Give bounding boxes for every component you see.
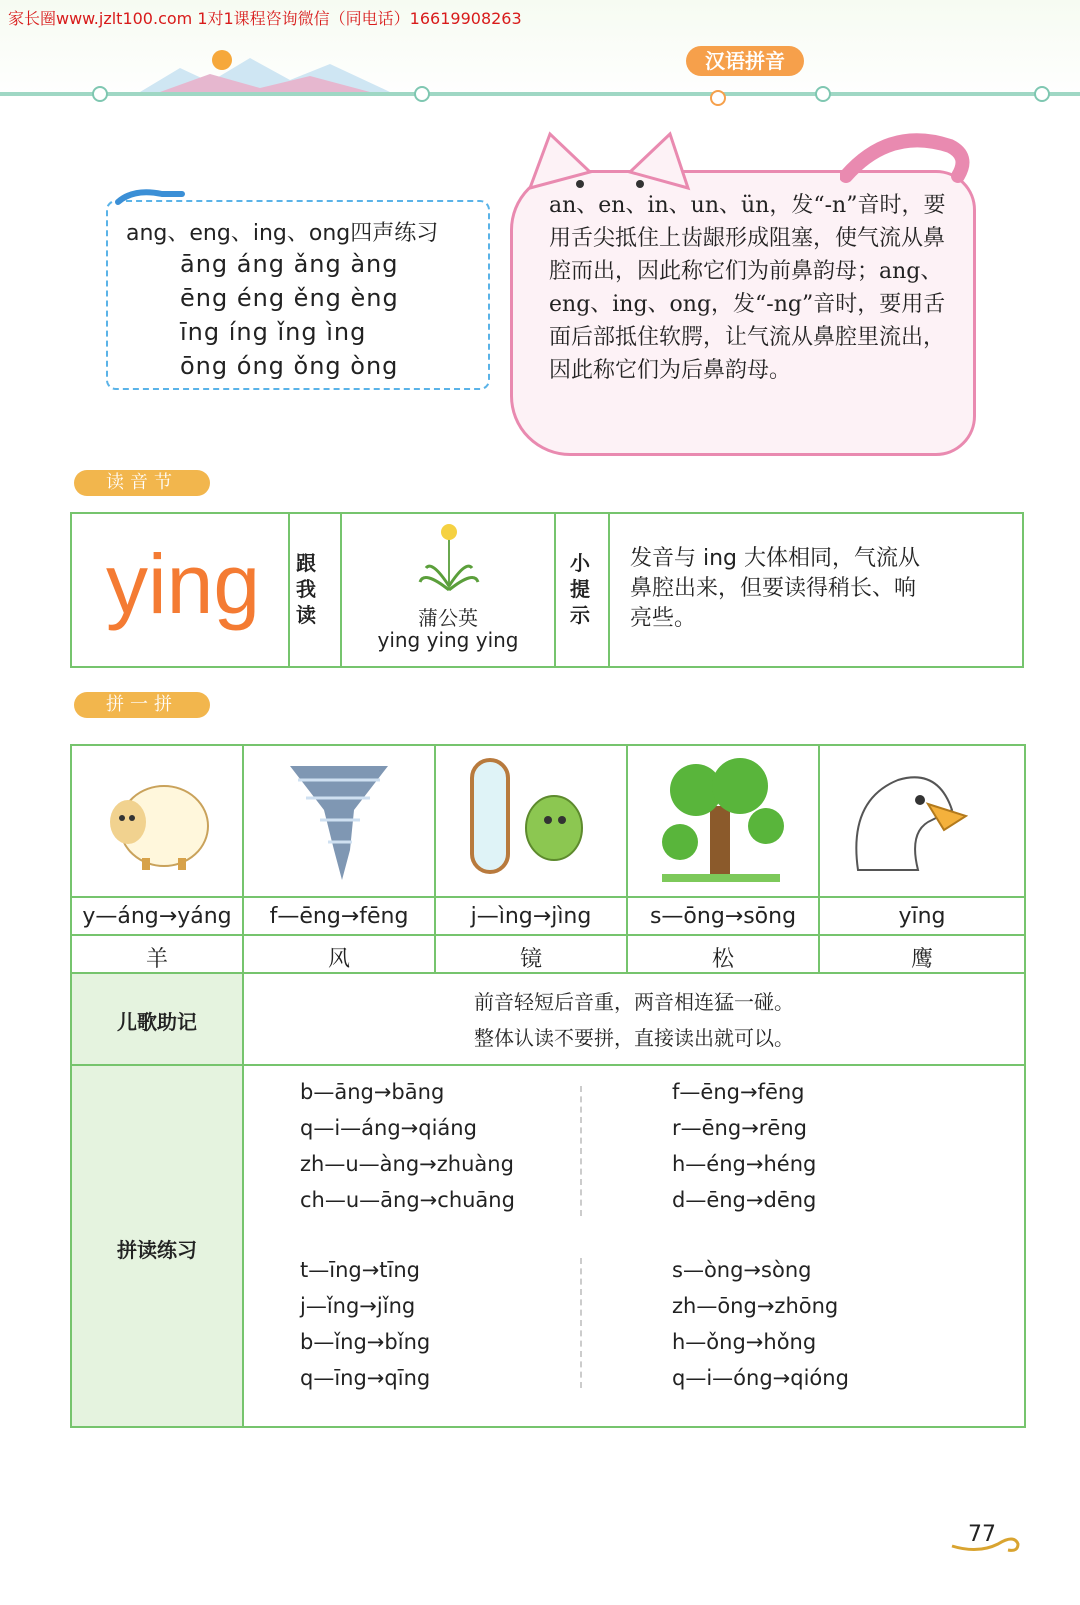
col-divider [434,746,436,972]
practice-item: q—i—óng→qióng [672,1366,849,1390]
picture-caption: 蒲公英 [418,606,478,630]
tip-text: 发音与 ing 大体相同，气流从鼻腔出来，但要读得稍长、响亮些。 [630,546,921,631]
eagle-icon [848,760,968,880]
cat-tail-icon [840,126,970,186]
section-tag-read: 读音节 [74,470,210,496]
spell-table [70,744,1026,1428]
practice-divider [580,1086,582,1216]
practice-item: q—i—áng→qiáng [300,1116,477,1140]
spell-pinyin: s—ōng→sōng [649,904,797,929]
column-divider [608,514,610,666]
cat-ears-icon [520,128,700,198]
tone-practice-box [106,200,490,390]
spell-pinyin: f—ēng→fēng [269,904,409,929]
tone-practice-title: ang、eng、ing、ong四声练习 [126,221,439,246]
cat-note-text: an、en、in、un、ün，发“-n”音时，要用舌尖抵住上齿龈形成阻塞，使气流从鼻腔而出，因此称它们为前鼻韵母；ang、eng、ing、ong，发“-ng”音时，要用舌面后部抵住软腭，让气流从鼻腔里流出，因此称它们为后鼻韵母。 [549,193,946,383]
syllable-box [70,512,1024,668]
practice-divider [580,1258,582,1388]
cat-note-bubble [510,170,976,456]
practice-item: b—ǐng→bǐng [300,1330,431,1354]
tree-icon [656,756,786,886]
tone-row: āng áng ǎng àng [180,250,399,278]
page-swirl-icon [948,1530,1028,1554]
tone-row: ēng éng ěng èng [180,284,399,312]
practice-item: b—āng→bāng [300,1080,445,1104]
practice-item: zh—ōng→zhōng [672,1294,839,1318]
section-tag-spell: 拼一拼 [74,692,210,718]
practice-label: 拼读练习 [117,1238,197,1262]
tone-row: īng íng ǐng ìng [180,318,367,346]
rhyme-line: 整体认读不要拼，直接读出就可以。 [474,1026,794,1050]
watermark: 家长圈www.jzlt100.com 1对1课程咨询微信（同电话）16619908263 [8,9,522,28]
picture-pinyin: ying ying ying [377,628,519,652]
spell-hanzi: 风 [327,947,350,972]
spell-hanzi: 镜 [519,947,542,972]
mirror-icon [468,756,588,886]
rhyme-line: 前音轻短后音重，两音相连猛一碰。 [474,990,794,1014]
rhyme-label: 儿歌助记 [117,1010,197,1034]
divider-dot [710,90,726,106]
practice-item: t—īng→tīng [300,1258,421,1282]
spell-pinyin: j—ìng→jìng [470,904,592,929]
syllable-big: ying [106,537,261,631]
practice-item: r—ēng→rēng [672,1116,807,1140]
practice-item: j—ǐng→jǐng [300,1294,416,1318]
practice-item: zh—u—àng→zhuàng [300,1152,514,1176]
mountains-illustration [140,48,390,96]
spell-hanzi: 羊 [145,947,168,972]
divider-dot [92,86,108,102]
col-divider [818,746,820,972]
spell-pinyin: yīng [898,904,946,929]
row-divider [72,934,1024,936]
tone-row: ōng óng ǒng òng [180,352,399,380]
practice-item: f—ēng→fēng [672,1080,805,1104]
divider-dot [1034,86,1050,102]
page-number: 77 [968,1522,996,1547]
column-divider [288,514,290,666]
practice-item: h—éng→héng [672,1152,817,1176]
practice-item: d—ēng→dēng [672,1188,817,1212]
sheep-icon [102,770,212,870]
practice-item: h—ǒng→hǒng [672,1330,817,1354]
header-divider [0,92,1080,96]
scroll-curl-icon [114,188,186,208]
follow-label: 跟我读 [296,551,316,627]
tornado-icon [284,760,394,884]
spell-pinyin: y—áng→yáng [82,904,232,929]
spell-hanzi: 鹰 [910,947,933,972]
col-divider [242,746,244,972]
divider-dot [815,86,831,102]
column-divider [554,514,556,666]
chapter-tab: 汉语拼音 [686,46,804,76]
spell-hanzi: 松 [711,947,734,972]
row-divider [72,896,1024,898]
col-divider [626,746,628,972]
tip-label: 小提示 [570,551,590,627]
practice-item: s—òng→sòng [672,1258,812,1282]
practice-item: ch—u—āng→chuāng [300,1188,515,1212]
practice-item: q—īng→qīng [300,1366,431,1390]
divider-dot [414,86,430,102]
dandelion-icon [414,520,484,600]
